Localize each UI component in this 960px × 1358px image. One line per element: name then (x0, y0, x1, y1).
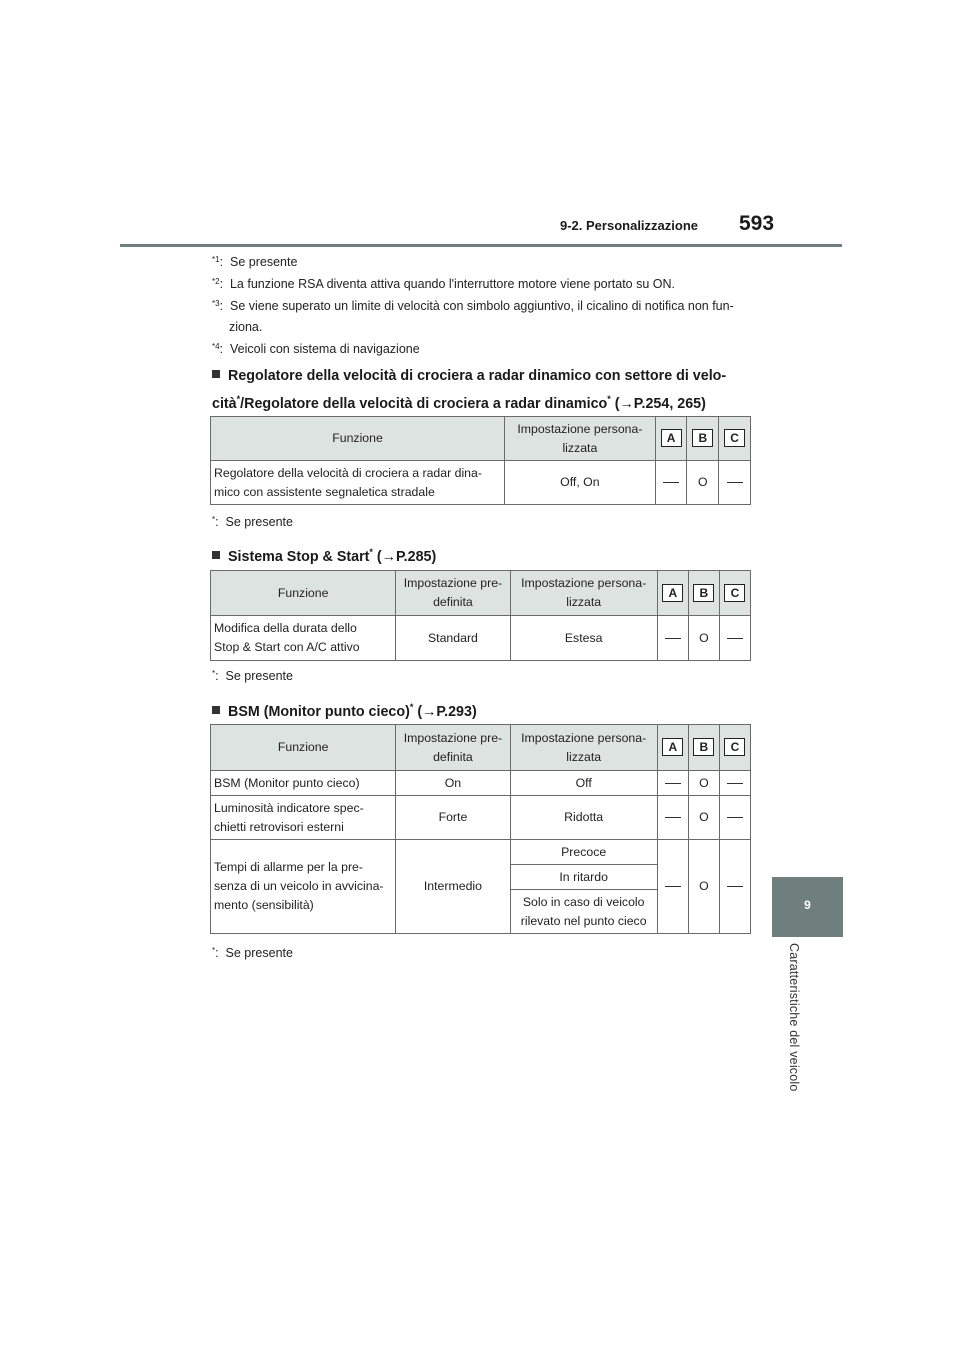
page-number: 593 (739, 212, 775, 235)
table-stop-start (210, 570, 751, 661)
header-function: Funzione (211, 725, 396, 771)
cell-function: Modifica della durata dello Stop & Start con A/C attivo (211, 616, 396, 661)
table-row (211, 796, 751, 840)
cell-b: O (687, 461, 719, 505)
cell-function: Tempi di allarme per la pre- senza di un veicolo in avvicina- mento (sensibilità) (211, 840, 396, 934)
cell-custom-option: Precoce (510, 840, 657, 865)
cell-default: Intermedio (396, 840, 510, 934)
section2-footnote: *: Se presente (212, 669, 293, 683)
table-bsm (210, 724, 751, 934)
header-b: B (687, 417, 719, 461)
section1-footnote: *: Se presente (212, 515, 293, 529)
footnote-3-cont: ziona. (229, 320, 263, 334)
footnote-3: $^{*3}$: Se viene superato un limite di velocità con simbolo aggiuntivo, il cicalino di notifica non fun- (212, 299, 734, 313)
header-function: Funzione (211, 417, 505, 461)
header-rule (120, 244, 842, 247)
header-c: C (719, 571, 750, 616)
cell-default: On (396, 771, 510, 796)
bullet-square-icon (212, 551, 220, 559)
header-c: C (719, 417, 751, 461)
cell-custom-option: In ritardo (510, 865, 657, 890)
table-row (211, 771, 751, 796)
header-b: B (688, 725, 719, 771)
table-row (211, 840, 751, 865)
header-c: C (719, 725, 750, 771)
header-default: Impostazione pre- definita (396, 725, 510, 771)
cell-c (719, 461, 751, 505)
cell-a (655, 461, 687, 505)
header-default: Impostazione pre- definita (396, 571, 510, 616)
header-a: A (657, 571, 688, 616)
cell-c (719, 616, 750, 661)
table-row (211, 461, 751, 505)
cell-b: O (688, 616, 719, 661)
cell-b: O (688, 796, 719, 840)
header-function: Funzione (211, 571, 396, 616)
header-a: A (655, 417, 687, 461)
cell-default: Standard (396, 616, 510, 661)
header-custom: Impostazione persona- lizzata (510, 725, 657, 771)
cell-default: Forte (396, 796, 510, 840)
table-row (211, 616, 751, 661)
footnote-2: $^{*2}$: La funzione RSA diventa attiva quando l'interruttore motore viene portato su ON. (212, 277, 675, 291)
cell-custom: Ridotta (510, 796, 657, 840)
cell-a (657, 840, 688, 934)
header-a: A (657, 725, 688, 771)
header-custom: Impostazione persona- lizzata (510, 571, 657, 616)
cell-a (657, 616, 688, 661)
footnote-1: $^{*1}$: Se presente (212, 255, 298, 269)
cell-c (719, 771, 750, 796)
header-b: B (688, 571, 719, 616)
chapter-title: Caratteristiche del veicolo (787, 943, 801, 1092)
cell-custom: Estesa (510, 616, 657, 661)
cell-function: BSM (Monitor punto cieco) (211, 771, 396, 796)
header-custom: Impostazione persona- lizzata (505, 417, 656, 461)
section3-title: BSM (Monitor punto cieco)* (→P.293) (212, 696, 477, 724)
bullet-square-icon (212, 706, 220, 714)
cell-b: O (688, 840, 719, 934)
cell-custom: Off, On (505, 461, 656, 505)
bullet-square-icon (212, 370, 220, 378)
section-title: 9-2. Personalizzazione (560, 218, 698, 233)
cell-function: Regolatore della velocità di crociera a radar dina- mico con assistente segnaletica stradale (211, 461, 505, 505)
cell-a (657, 796, 688, 840)
section3-footnote: *: Se presente (212, 946, 293, 960)
cell-custom: Off (510, 771, 657, 796)
chapter-number: 9 (804, 898, 811, 912)
cell-c (719, 796, 750, 840)
cell-b: O (688, 771, 719, 796)
footnote-4: $^{*4}$: Veicoli con sistema di navigazione (212, 342, 420, 356)
table-cruise-control (210, 416, 751, 505)
cell-custom-option: Solo in caso di veicolo rilevato nel punto cieco (510, 890, 657, 934)
cell-function: Luminosità indicatore spec- chietti retrovisori esterni (211, 796, 396, 840)
section2-title: Sistema Stop & Start* (→P.285) (212, 541, 436, 569)
cell-a (657, 771, 688, 796)
cell-c (719, 840, 750, 934)
section1-title: Regolatore della velocità di crociera a radar dinamico con settore di velo- cità*/Regolatore della velocità di crociera a radar dinamico* (→P.254, 265) (212, 368, 727, 412)
